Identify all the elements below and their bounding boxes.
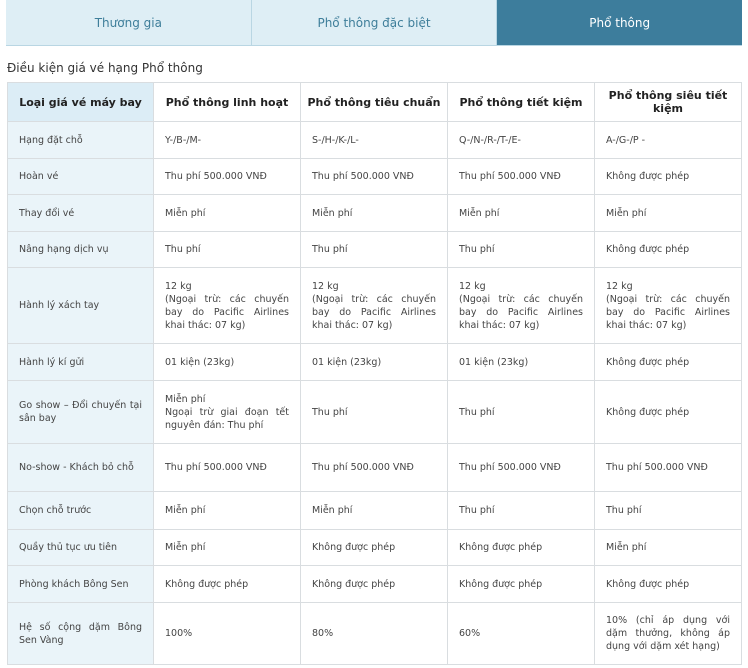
table-cell: 12 kg (Ngoại trừ: các chuyến bay do Pacific Airlines khai thác: 07 kg)	[448, 268, 595, 344]
table-header-row	[8, 83, 742, 122]
table-cell: 01 kiện (23kg)	[301, 344, 448, 381]
table-cell: Thu phí	[154, 232, 301, 268]
table-cell: Thu phí	[301, 381, 448, 444]
table-cell: Không được phép	[595, 159, 742, 195]
table-cell: Không được phép	[448, 566, 595, 603]
table-cell: Thu phí 500.000 VNĐ	[595, 444, 742, 492]
row-label: Hoàn vé	[8, 159, 154, 195]
tab-economy[interactable]: Phổ thông	[497, 0, 742, 46]
row-label: Hạng đặt chỗ	[8, 122, 154, 159]
table-cell: Miễn phí	[154, 195, 301, 232]
header-standard: Phổ thông tiêu chuẩn	[301, 83, 448, 122]
tab-business[interactable]: Thương gia	[6, 0, 252, 46]
table-cell: Y-/B-/M-	[154, 122, 301, 159]
table-row	[8, 195, 742, 232]
table-row	[8, 603, 742, 665]
table-cell: Không được phép	[301, 566, 448, 603]
table-cell: Miễn phí	[595, 530, 742, 566]
table-cell: A-/G-/P -	[595, 122, 742, 159]
table-cell: 60%	[448, 603, 595, 665]
table-cell: Q-/N-/R-/T-/E-	[448, 122, 595, 159]
table-cell: Miễn phí	[154, 530, 301, 566]
table-cell: Thu phí	[448, 381, 595, 444]
table-cell: Thu phí	[595, 492, 742, 530]
table-cell: Miễn phí	[154, 492, 301, 530]
table-row	[8, 530, 742, 566]
table-row	[8, 232, 742, 268]
table-body	[8, 122, 742, 665]
tab-premium-economy[interactable]: Phổ thông đặc biệt	[252, 0, 498, 46]
table-cell: Thu phí	[448, 232, 595, 268]
table-cell: Thu phí 500.000 VNĐ	[301, 444, 448, 492]
table-cell: 80%	[301, 603, 448, 665]
table-cell: Miễn phí Ngoại trừ giai đoạn tết nguyên đán: Thu phí	[154, 381, 301, 444]
table-row	[8, 566, 742, 603]
table-cell: Thu phí 500.000 VNĐ	[448, 159, 595, 195]
row-label: Quầy thủ tục ưu tiên	[8, 530, 154, 566]
table-row	[8, 444, 742, 492]
table-row	[8, 268, 742, 344]
table-cell: 01 kiện (23kg)	[448, 344, 595, 381]
table-cell: 10% (chỉ áp dụng với dặm thưởng, không áp dụng với dặm xét hạng)	[595, 603, 742, 665]
table-cell: Thu phí	[448, 492, 595, 530]
table-row	[8, 122, 742, 159]
table-cell: Thu phí 500.000 VNĐ	[301, 159, 448, 195]
table-cell: Thu phí	[301, 232, 448, 268]
table-row	[8, 159, 742, 195]
table-cell: 100%	[154, 603, 301, 665]
table-cell: Miễn phí	[301, 492, 448, 530]
table-row	[8, 344, 742, 381]
header-saver: Phổ thông tiết kiệm	[448, 83, 595, 122]
table-cell: Không được phép	[595, 381, 742, 444]
header-flexible: Phổ thông linh hoạt	[154, 83, 301, 122]
row-label: Thay đổi vé	[8, 195, 154, 232]
row-label: Hành lý kí gửi	[8, 344, 154, 381]
row-label: Go show – Đổi chuyến tại sân bay	[8, 381, 154, 444]
table-cell: Không được phép	[595, 232, 742, 268]
row-label: Hệ số cộng dặm Bông Sen Vàng	[8, 603, 154, 665]
table-cell: Miễn phí	[595, 195, 742, 232]
table-cell: Miễn phí	[301, 195, 448, 232]
table-caption: Điều kiện giá vé hạng Phổ thông	[7, 61, 203, 75]
row-label: Hành lý xách tay	[8, 268, 154, 344]
table-cell: Thu phí 500.000 VNĐ	[448, 444, 595, 492]
fare-class-tabs	[6, 0, 742, 46]
table-cell: Thu phí 500.000 VNĐ	[154, 444, 301, 492]
table-cell: Miễn phí	[448, 195, 595, 232]
row-label: No-show - Khách bỏ chỗ	[8, 444, 154, 492]
row-label: Phòng khách Bông Sen	[8, 566, 154, 603]
header-super-saver: Phổ thông siêu tiết kiệm	[595, 83, 742, 122]
table-cell: Không được phép	[595, 344, 742, 381]
fare-conditions-table	[7, 82, 742, 665]
table-cell: S-/H-/K-/L-	[301, 122, 448, 159]
table-cell: 12 kg (Ngoại trừ: các chuyến bay do Pacific Airlines khai thác: 07 kg)	[154, 268, 301, 344]
header-fare-type: Loại giá vé máy bay	[8, 83, 154, 122]
table-row	[8, 492, 742, 530]
table-row	[8, 381, 742, 444]
table-cell: 12 kg (Ngoại trừ: các chuyến bay do Pacific Airlines khai thác: 07 kg)	[595, 268, 742, 344]
table-cell: Thu phí 500.000 VNĐ	[154, 159, 301, 195]
table-cell: Không được phép	[301, 530, 448, 566]
table-cell: 01 kiện (23kg)	[154, 344, 301, 381]
table-cell: 12 kg (Ngoại trừ: các chuyến bay do Pacific Airlines khai thác: 07 kg)	[301, 268, 448, 344]
row-label: Chọn chỗ trước	[8, 492, 154, 530]
row-label: Nâng hạng dịch vụ	[8, 232, 154, 268]
table-cell: Không được phép	[595, 566, 742, 603]
table-cell: Không được phép	[448, 530, 595, 566]
table-cell: Không được phép	[154, 566, 301, 603]
